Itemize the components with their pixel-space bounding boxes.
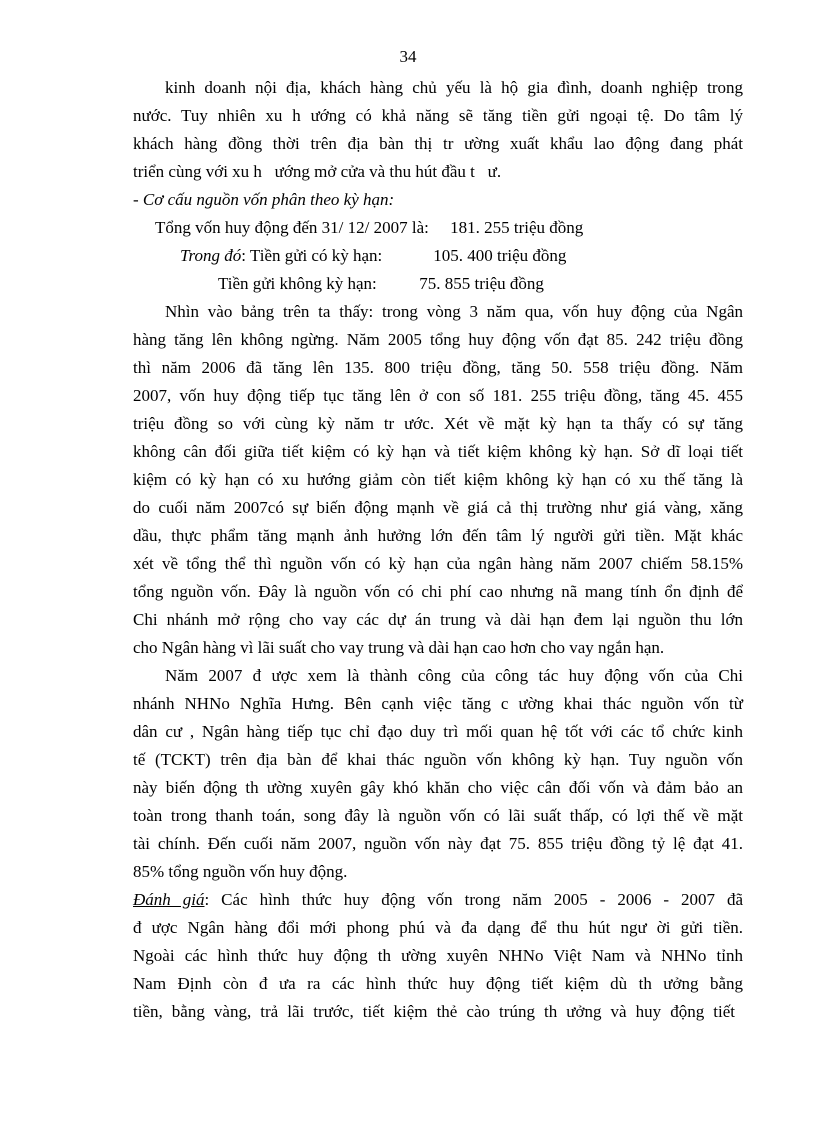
text-line: kinh doanh nội địa, khách hàng chủ yếu là hộ gia đình, doanh nghiệp trong bbox=[165, 78, 743, 97]
text-line: Ngoài các hình thức huy động th ường xuyên NHNo Việt Nam và NHNo tỉnh bbox=[133, 946, 743, 965]
text-line: Nam Định còn đ ưa ra các hình thức huy động tiết kiệm dù th ưởng bằng bbox=[133, 974, 743, 993]
text-line: Đánh giá: Các hình thức huy động vốn trong năm 2005 - 2006 - 2007 đã bbox=[133, 890, 743, 909]
text-line: dầu, thực phẩm tăng mạnh ảnh hưởng lớn đến tâm lý người gửi tiền. Mặt khác bbox=[133, 526, 743, 545]
text-line: do cuối năm 2007có sự biến động mạnh về giá cả thị trường như giá vàng, xăng bbox=[133, 498, 743, 517]
text-line: này biến động th ường xuyên gây khó khăn cho việc cân đối vốn và đảm bảo an bbox=[133, 778, 743, 797]
text-line: thì năm 2006 đã tăng lên 135. 800 triệu đồng, tăng 50. 558 triệu đồng. Năm bbox=[133, 358, 743, 377]
text-line: hàng tăng lên không ngừng. Năm 2005 tổng huy động vốn đạt 85. 242 triệu đồng bbox=[133, 330, 743, 349]
text-line: triển cùng với xu h ướng mở cửa và thu hút đầu t ư. bbox=[133, 162, 502, 181]
text-line: tiền, bằng vàng, trả lãi trước, tiết kiệm thẻ cào trúng th ưởng và huy động tiết bbox=[133, 1002, 735, 1021]
text-line: dân cư , Ngân hàng tiếp tục chỉ đạo duy trì mối quan hệ tốt với các tổ chức kinh bbox=[133, 722, 743, 741]
text-line: Tiền gửi không kỳ hạn: 75. 855 triệu đồng bbox=[218, 274, 544, 293]
text-line: khách hàng đồng thời trên địa bàn thị tr ường xuất khẩu lao động đang phát bbox=[133, 134, 743, 153]
text-lead: Đánh giá bbox=[133, 890, 205, 909]
text-line: 85% tổng nguồn vốn huy động. bbox=[133, 862, 348, 881]
text-line: đ ược Ngân hàng đổi mới phong phú và đa dạng để thu hút ngư ời gửi tiền. bbox=[133, 918, 743, 937]
text-line: 2007, vốn huy động tiếp tục tăng lên ở con số 181. 255 triệu đồng, tăng 45. 455 bbox=[133, 386, 743, 405]
text-line: tổng nguồn vốn. Đây là nguồn vốn có chi phí cao nhưng nã mang tính ổn định để bbox=[133, 582, 743, 601]
text-line: Nhìn vào bảng trên ta thấy: trong vòng 3 năm qua, vốn huy động của Ngân bbox=[165, 302, 743, 321]
page-number: 34 bbox=[399, 47, 417, 66]
text-line: xét về tổng thể thì nguồn vốn có kỳ hạn của ngân hàng năm 2007 chiếm 58.15% bbox=[133, 554, 743, 573]
text-line: cho Ngân hàng vì lãi suất cho vay trung và dài hạn cao hơn cho vay ngắn hạn. bbox=[133, 638, 665, 657]
text-line: Tổng vốn huy động đến 31/ 12/ 2007 là: 181. 255 triệu đồng bbox=[155, 218, 584, 237]
text-line: tài chính. Đến cuối năm 2007, nguồn vốn này đạt 75. 855 triệu đồng tỷ lệ đạt 41. bbox=[133, 834, 743, 853]
text-line: Năm 2007 đ ược xem là thành công của công tác huy động vốn của Chi bbox=[165, 666, 743, 685]
text-line: Trong đó: Tiền gửi có kỳ hạn: 105. 400 triệu đồng bbox=[180, 246, 567, 265]
text-lead: Trong đó bbox=[180, 246, 242, 265]
text-line: nhánh NHNo Nghĩa Hưng. Bên cạnh việc tăng c ường khai thác nguồn vốn từ bbox=[133, 694, 743, 713]
text-line: nước. Tuy nhiên xu h ướng có khả năng sẽ tăng tiền gửi ngoại tệ. Do tâm lý bbox=[133, 106, 743, 125]
text-line: toàn trong thanh toán, song đây là nguồn vốn có lãi suất thấp, có lợi thế về mặt bbox=[133, 806, 743, 825]
text-line: không cân đối giữa tiết kiệm có kỳ hạn và tiết kiệm không kỳ hạn. Sở dĩ loại tiết bbox=[133, 442, 743, 461]
section-heading: - Cơ cấu nguồn vốn phân theo kỳ hạn: bbox=[133, 190, 395, 209]
text-line: tế (TCKT) trên địa bàn để khai thác nguồn vốn không kỳ hạn. Tuy nguồn vốn bbox=[133, 750, 743, 769]
text-line: triệu đồng so với cùng kỳ năm tr ước. Xét về mặt kỳ hạn ta thấy có sự tăng bbox=[133, 414, 743, 433]
text-line: kiệm có kỳ hạn có xu hướng giảm còn tiết kiệm không kỳ hạn có xu thế tăng là bbox=[133, 470, 743, 489]
text-line: Chi nhánh mở rộng cho vay các dự án trung và dài hạn đem lại nguồn thu lớn bbox=[133, 610, 743, 629]
